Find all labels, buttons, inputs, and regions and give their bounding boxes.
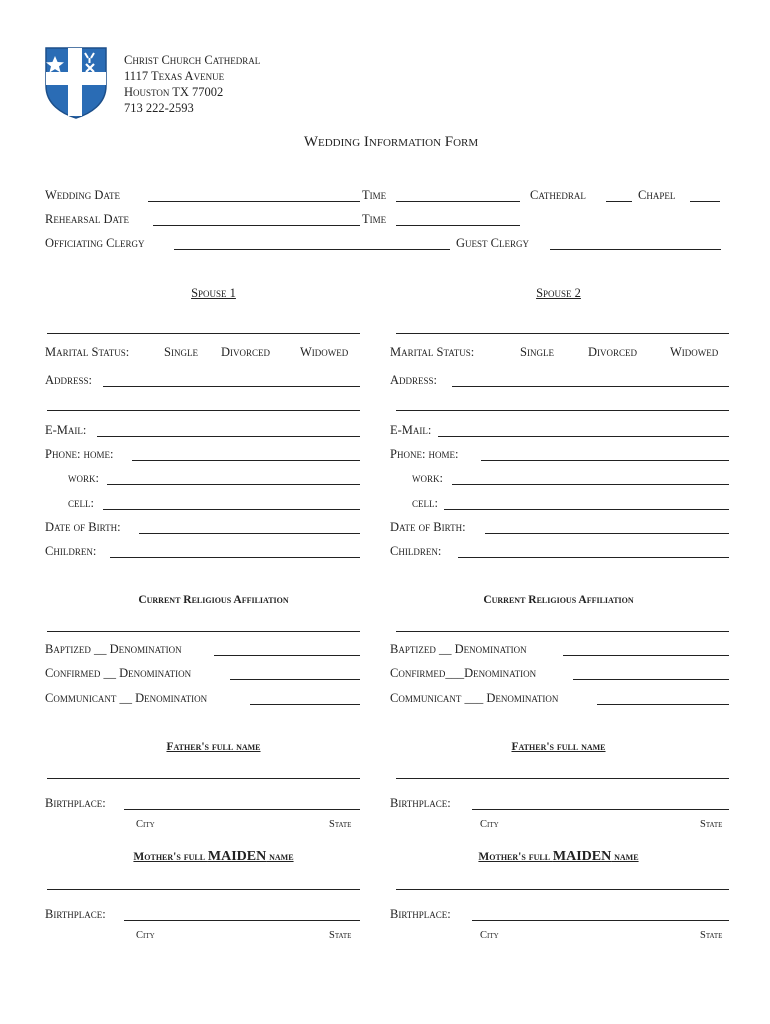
spouse-1-mother-state-label: State <box>329 930 352 941</box>
spouse-2-confirmed-field[interactable] <box>573 679 729 680</box>
spouse-2-father-state-label: State <box>700 819 723 830</box>
spouse-2-mother-birthplace-label: Birthplace: <box>390 907 451 921</box>
spouse-2-phone-home-label: Phone: home: <box>390 447 459 461</box>
spouse-2-dob-label: Date of Birth: <box>390 520 466 534</box>
chapel-checkbox-field[interactable] <box>690 201 720 202</box>
spouse-1-mother-name-field[interactable] <box>47 889 360 890</box>
spouse-2-father-city-label: City <box>480 819 499 830</box>
cathedral-label: Cathedral <box>530 188 586 202</box>
spouse-2-work-field[interactable] <box>452 484 729 485</box>
spouse-1-baptized-field[interactable] <box>214 655 360 656</box>
rehearsal-date-field[interactable] <box>153 225 360 226</box>
spouse-1-heading: Spouse 1 <box>191 286 236 300</box>
spouse-2-name-field[interactable] <box>396 333 729 334</box>
spouse-1-address-field[interactable] <box>103 386 360 387</box>
spouse-1-father-heading: Father's full name <box>166 741 261 753</box>
spouse-1-religion-heading: Current Religious Affiliation <box>138 594 289 606</box>
spouse-1-father-state-label: State <box>329 819 352 830</box>
rehearsal-date-label: Rehearsal Date <box>45 212 129 226</box>
cathedral-checkbox-field[interactable] <box>606 201 632 202</box>
spouse-2-divorced-option[interactable]: Divorced <box>588 345 638 359</box>
spouse-2-address-label: Address: <box>390 373 438 387</box>
spouse-1-religion-field[interactable] <box>47 631 360 632</box>
spouse-1-confirmed-field[interactable] <box>230 679 360 680</box>
spouse-2-baptized-field[interactable] <box>563 655 729 656</box>
spouse-1-phone-home-field[interactable] <box>132 460 360 461</box>
spouse-2-father-name-field[interactable] <box>396 778 729 779</box>
spouse-1-work-label: work: <box>68 471 99 485</box>
church-street: 1117 Texas Avenue <box>124 69 225 83</box>
spouse-2-single-option[interactable]: Single <box>520 345 554 359</box>
spouse-2-mother-name-field[interactable] <box>396 889 729 890</box>
spouse-1-widowed-option[interactable]: Widowed <box>300 345 349 359</box>
spouse-1-mother-heading-post: name <box>266 851 294 863</box>
spouse-2-father-birthplace-field[interactable] <box>472 809 729 810</box>
spouse-2-mother-heading <box>390 849 727 865</box>
spouse-2-dob-field[interactable] <box>485 533 729 534</box>
wedding-time-label: Time <box>362 188 387 202</box>
spouse-1-father-birthplace-field[interactable] <box>124 809 360 810</box>
form-title: Wedding Information Form <box>303 134 479 150</box>
officiating-clergy-label: Officiating Clergy <box>45 236 145 250</box>
spouse-2-religion-field[interactable] <box>396 631 729 632</box>
wedding-date-label: Wedding Date <box>45 188 120 202</box>
spouse-1-single-option[interactable]: Single <box>164 345 198 359</box>
spouse-1-mother-city-label: City <box>136 930 155 941</box>
spouse-2-mother-birthplace-field[interactable] <box>472 920 729 921</box>
spouse-2-mother-heading-maiden: MAIDEN <box>552 849 612 864</box>
spouse-1-father-birthplace-label: Birthplace: <box>45 796 106 810</box>
wedding-time-field[interactable] <box>396 201 520 202</box>
rehearsal-time-field[interactable] <box>396 225 520 226</box>
spouse-2-email-label: E-Mail: <box>390 423 432 437</box>
spouse-2-confirmed-label: Confirmed___Denomination <box>390 666 537 680</box>
spouse-1-dob-field[interactable] <box>139 533 360 534</box>
church-name: Christ Church Cathedral <box>124 53 261 67</box>
spouse-2-mother-heading-post: name <box>611 851 639 863</box>
spouse-1-address-label: Address: <box>45 373 93 387</box>
spouse-2-heading: Spouse 2 <box>536 286 581 300</box>
spouse-1-mother-heading-pre: Mother's full <box>133 851 208 863</box>
spouse-2-baptized-label: Baptized __ Denomination <box>390 642 527 656</box>
spouse-1-children-field[interactable] <box>110 557 360 558</box>
guest-clergy-label: Guest Clergy <box>456 236 529 250</box>
spouse-2-address-field[interactable] <box>452 386 729 387</box>
spouse-2-mother-state-label: State <box>700 930 723 941</box>
spouse-1-phone-home-label: Phone: home: <box>45 447 114 461</box>
spouse-2-email-field[interactable] <box>438 436 729 437</box>
cathedral-shield-logo <box>44 46 108 120</box>
spouse-1-address-field-2[interactable] <box>47 410 360 411</box>
spouse-2-mother-heading-pre: Mother's full <box>478 851 553 863</box>
spouse-1-marital-label: Marital Status: <box>45 345 130 359</box>
spouse-1-mother-heading <box>45 849 382 865</box>
spouse-2-father-heading: Father's full name <box>511 741 606 753</box>
wedding-date-field[interactable] <box>148 201 360 202</box>
spouse-1-father-name-field[interactable] <box>47 778 360 779</box>
spouse-2-children-field[interactable] <box>458 557 729 558</box>
officiating-clergy-field[interactable] <box>174 249 450 250</box>
spouse-2-father-birthplace-label: Birthplace: <box>390 796 451 810</box>
spouse-1-work-field[interactable] <box>107 484 360 485</box>
spouse-2-communicant-label: Communicant ___ Denomination <box>390 691 559 705</box>
spouse-1-mother-heading-maiden: MAIDEN <box>207 849 267 864</box>
spouse-2-cell-field[interactable] <box>444 509 729 510</box>
spouse-1-cell-field[interactable] <box>103 509 360 510</box>
chapel-label: Chapel <box>638 188 676 202</box>
spouse-2-marital-label: Marital Status: <box>390 345 475 359</box>
spouse-2-cell-label: cell: <box>412 496 438 510</box>
spouse-1-communicant-label: Communicant __ Denomination <box>45 691 208 705</box>
spouse-1-cell-label: cell: <box>68 496 94 510</box>
guest-clergy-field[interactable] <box>550 249 721 250</box>
spouse-2-address-field-2[interactable] <box>396 410 729 411</box>
spouse-2-children-label: Children: <box>390 544 442 558</box>
spouse-2-work-label: work: <box>412 471 443 485</box>
spouse-1-name-field[interactable] <box>47 333 360 334</box>
spouse-1-email-field[interactable] <box>97 436 360 437</box>
spouse-2-religion-heading: Current Religious Affiliation <box>483 594 634 606</box>
spouse-1-confirmed-label: Confirmed __ Denomination <box>45 666 192 680</box>
spouse-1-mother-birthplace-field[interactable] <box>124 920 360 921</box>
spouse-1-father-city-label: City <box>136 819 155 830</box>
spouse-1-children-label: Children: <box>45 544 97 558</box>
spouse-1-dob-label: Date of Birth: <box>45 520 121 534</box>
spouse-1-divorced-option[interactable]: Divorced <box>221 345 271 359</box>
church-address <box>124 52 260 116</box>
spouse-2-communicant-field[interactable] <box>597 704 729 705</box>
spouse-1-communicant-field[interactable] <box>250 704 360 705</box>
spouse-2-mother-city-label: City <box>480 930 499 941</box>
spouse-1-email-label: E-Mail: <box>45 423 87 437</box>
church-phone: 713 222-2593 <box>124 101 194 115</box>
spouse-1-baptized-label: Baptized __ Denomination <box>45 642 182 656</box>
rehearsal-time-label: Time <box>362 212 387 226</box>
spouse-2-phone-home-field[interactable] <box>481 460 729 461</box>
spouse-2-widowed-option[interactable]: Widowed <box>670 345 719 359</box>
spouse-1-mother-birthplace-label: Birthplace: <box>45 907 106 921</box>
church-city: Houston TX 77002 <box>124 85 224 99</box>
